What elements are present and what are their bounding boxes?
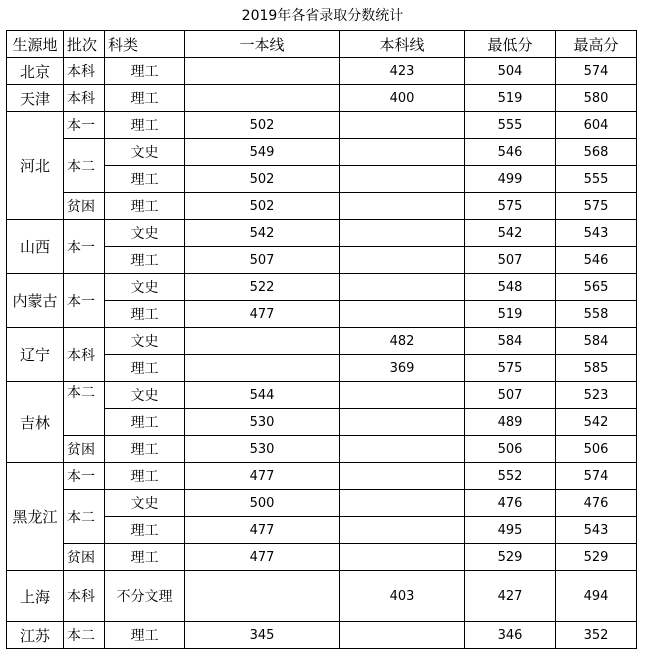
table-row bbox=[7, 382, 637, 409]
province-cell: 吉林 bbox=[7, 382, 64, 463]
first-line-cell: 549 bbox=[185, 139, 340, 166]
subject-cell: 文史 bbox=[105, 490, 185, 517]
subject-cell: 理工 bbox=[105, 463, 185, 490]
batch-cell: 本二 bbox=[64, 490, 105, 544]
table-title: 2019年各省录取分数统计 bbox=[241, 8, 404, 24]
first-line-cell: 530 bbox=[185, 409, 340, 436]
province-cell: 辽宁 bbox=[7, 328, 64, 382]
undergrad-line-cell bbox=[340, 622, 465, 649]
table-row bbox=[7, 544, 637, 571]
min-score-cell: 346 bbox=[465, 622, 556, 649]
undergrad-line-cell bbox=[340, 166, 465, 193]
undergrad-line-cell: 369 bbox=[340, 355, 465, 382]
min-score-cell: 575 bbox=[465, 193, 556, 220]
undergrad-line-cell bbox=[340, 463, 465, 490]
first-line-cell: 345 bbox=[185, 622, 340, 649]
subject-cell: 理工 bbox=[105, 301, 185, 328]
subject-cell: 理工 bbox=[105, 247, 185, 274]
first-line-cell: 477 bbox=[185, 463, 340, 490]
province-cell: 河北 bbox=[7, 112, 64, 220]
min-score-cell: 499 bbox=[465, 166, 556, 193]
batch-cell: 本二 bbox=[64, 139, 105, 193]
table-row bbox=[7, 436, 637, 463]
min-score-cell: 507 bbox=[465, 382, 556, 409]
undergrad-line-cell bbox=[340, 139, 465, 166]
table-row bbox=[7, 622, 637, 649]
first-line-cell: 502 bbox=[185, 166, 340, 193]
table-row bbox=[7, 328, 637, 355]
subject-cell: 文史 bbox=[105, 328, 185, 355]
header-row bbox=[7, 31, 637, 58]
subject-cell: 理工 bbox=[105, 517, 185, 544]
table-row bbox=[7, 193, 637, 220]
header-subject: 科类 bbox=[105, 31, 185, 58]
table-row bbox=[7, 220, 637, 247]
first-line-cell bbox=[185, 571, 340, 622]
min-score-cell: 476 bbox=[465, 490, 556, 517]
batch-cell: 本二 bbox=[64, 382, 105, 436]
subject-cell: 理工 bbox=[105, 166, 185, 193]
subject-cell: 文史 bbox=[105, 274, 185, 301]
table-row bbox=[7, 463, 637, 490]
province-cell: 黑龙江 bbox=[7, 463, 64, 571]
batch-cell: 本科 bbox=[64, 328, 105, 382]
min-score-cell: 546 bbox=[465, 139, 556, 166]
table-row bbox=[7, 85, 637, 112]
first-line-cell: 544 bbox=[185, 382, 340, 409]
min-score-cell: 575 bbox=[465, 355, 556, 382]
header-province: 生源地 bbox=[7, 31, 64, 58]
min-score-cell: 552 bbox=[465, 463, 556, 490]
header-min-score: 最低分 bbox=[465, 31, 556, 58]
max-score-cell: 543 bbox=[556, 517, 637, 544]
min-score-cell: 506 bbox=[465, 436, 556, 463]
province-cell: 天津 bbox=[7, 85, 64, 112]
first-line-cell: 502 bbox=[185, 193, 340, 220]
first-line-cell: 542 bbox=[185, 220, 340, 247]
batch-cell: 本科 bbox=[64, 58, 105, 85]
undergrad-line-cell: 400 bbox=[340, 85, 465, 112]
first-line-cell: 477 bbox=[185, 544, 340, 571]
first-line-cell: 477 bbox=[185, 301, 340, 328]
max-score-cell: 604 bbox=[556, 112, 637, 139]
first-line-cell: 507 bbox=[185, 247, 340, 274]
undergrad-line-cell bbox=[340, 409, 465, 436]
undergrad-line-cell bbox=[340, 544, 465, 571]
first-line-cell bbox=[185, 328, 340, 355]
subject-cell: 文史 bbox=[105, 220, 185, 247]
min-score-cell: 529 bbox=[465, 544, 556, 571]
undergrad-line-cell: 403 bbox=[340, 571, 465, 622]
subject-cell: 理工 bbox=[105, 112, 185, 139]
batch-cell: 贫困 bbox=[64, 193, 105, 220]
subject-cell: 理工 bbox=[105, 58, 185, 85]
max-score-cell: 574 bbox=[556, 58, 637, 85]
min-score-cell: 584 bbox=[465, 328, 556, 355]
first-line-cell bbox=[185, 58, 340, 85]
batch-cell: 本一 bbox=[64, 220, 105, 274]
batch-cell: 本二 bbox=[64, 622, 105, 649]
header-max-score: 最高分 bbox=[556, 31, 637, 58]
max-score-cell: 542 bbox=[556, 409, 637, 436]
province-cell: 内蒙古 bbox=[7, 274, 64, 328]
subject-cell: 理工 bbox=[105, 193, 185, 220]
undergrad-line-cell bbox=[340, 193, 465, 220]
undergrad-line-cell bbox=[340, 301, 465, 328]
max-score-cell: 543 bbox=[556, 220, 637, 247]
subject-cell: 理工 bbox=[105, 409, 185, 436]
undergrad-line-cell bbox=[340, 490, 465, 517]
table-row bbox=[7, 139, 637, 166]
first-line-cell: 530 bbox=[185, 436, 340, 463]
max-score-cell: 585 bbox=[556, 355, 637, 382]
max-score-cell: 584 bbox=[556, 328, 637, 355]
undergrad-line-cell bbox=[340, 220, 465, 247]
batch-cell: 本一 bbox=[64, 112, 105, 139]
max-score-cell: 568 bbox=[556, 139, 637, 166]
max-score-cell: 529 bbox=[556, 544, 637, 571]
batch-cell: 本科 bbox=[64, 571, 105, 622]
min-score-cell: 504 bbox=[465, 58, 556, 85]
min-score-cell: 495 bbox=[465, 517, 556, 544]
subject-cell: 不分文理 bbox=[105, 571, 185, 622]
batch-cell: 本一 bbox=[64, 274, 105, 328]
max-score-cell: 574 bbox=[556, 463, 637, 490]
max-score-cell: 523 bbox=[556, 382, 637, 409]
table-row bbox=[7, 571, 637, 622]
first-line-cell: 477 bbox=[185, 517, 340, 544]
province-cell: 江苏 bbox=[7, 622, 64, 649]
first-line-cell bbox=[185, 355, 340, 382]
min-score-cell: 427 bbox=[465, 571, 556, 622]
min-score-cell: 519 bbox=[465, 85, 556, 112]
min-score-cell: 519 bbox=[465, 301, 556, 328]
subject-cell: 文史 bbox=[105, 139, 185, 166]
undergrad-line-cell bbox=[340, 247, 465, 274]
max-score-cell: 352 bbox=[556, 622, 637, 649]
max-score-cell: 580 bbox=[556, 85, 637, 112]
table-row bbox=[7, 490, 637, 517]
max-score-cell: 546 bbox=[556, 247, 637, 274]
undergrad-line-cell bbox=[340, 274, 465, 301]
undergrad-line-cell bbox=[340, 436, 465, 463]
max-score-cell: 476 bbox=[556, 490, 637, 517]
batch-cell: 贫困 bbox=[64, 544, 105, 571]
min-score-cell: 542 bbox=[465, 220, 556, 247]
batch-cell: 本一 bbox=[64, 463, 105, 490]
header-batch: 批次 bbox=[64, 31, 105, 58]
undergrad-line-cell bbox=[340, 517, 465, 544]
header-undergrad-line: 本科线 bbox=[340, 31, 465, 58]
subject-cell: 理工 bbox=[105, 436, 185, 463]
undergrad-line-cell bbox=[340, 382, 465, 409]
admission-scores-table bbox=[6, 30, 637, 649]
header-first-line: 一本线 bbox=[185, 31, 340, 58]
max-score-cell: 575 bbox=[556, 193, 637, 220]
province-cell: 山西 bbox=[7, 220, 64, 274]
min-score-cell: 507 bbox=[465, 247, 556, 274]
first-line-cell bbox=[185, 85, 340, 112]
undergrad-line-cell: 482 bbox=[340, 328, 465, 355]
first-line-cell: 502 bbox=[185, 112, 340, 139]
min-score-cell: 555 bbox=[465, 112, 556, 139]
subject-cell: 理工 bbox=[105, 544, 185, 571]
subject-cell: 理工 bbox=[105, 622, 185, 649]
batch-cell: 贫困 bbox=[64, 436, 105, 463]
max-score-cell: 565 bbox=[556, 274, 637, 301]
undergrad-line-cell bbox=[340, 112, 465, 139]
first-line-cell: 522 bbox=[185, 274, 340, 301]
max-score-cell: 558 bbox=[556, 301, 637, 328]
max-score-cell: 555 bbox=[556, 166, 637, 193]
province-cell: 上海 bbox=[7, 571, 64, 622]
subject-cell: 理工 bbox=[105, 355, 185, 382]
table-row bbox=[7, 58, 637, 85]
first-line-cell: 500 bbox=[185, 490, 340, 517]
undergrad-line-cell: 423 bbox=[340, 58, 465, 85]
table-row bbox=[7, 112, 637, 139]
min-score-cell: 548 bbox=[465, 274, 556, 301]
subject-cell: 理工 bbox=[105, 85, 185, 112]
batch-cell: 本科 bbox=[64, 85, 105, 112]
province-cell: 北京 bbox=[7, 58, 64, 85]
max-score-cell: 506 bbox=[556, 436, 637, 463]
max-score-cell: 494 bbox=[556, 571, 637, 622]
min-score-cell: 489 bbox=[465, 409, 556, 436]
table-row bbox=[7, 274, 637, 301]
subject-cell: 文史 bbox=[105, 382, 185, 409]
